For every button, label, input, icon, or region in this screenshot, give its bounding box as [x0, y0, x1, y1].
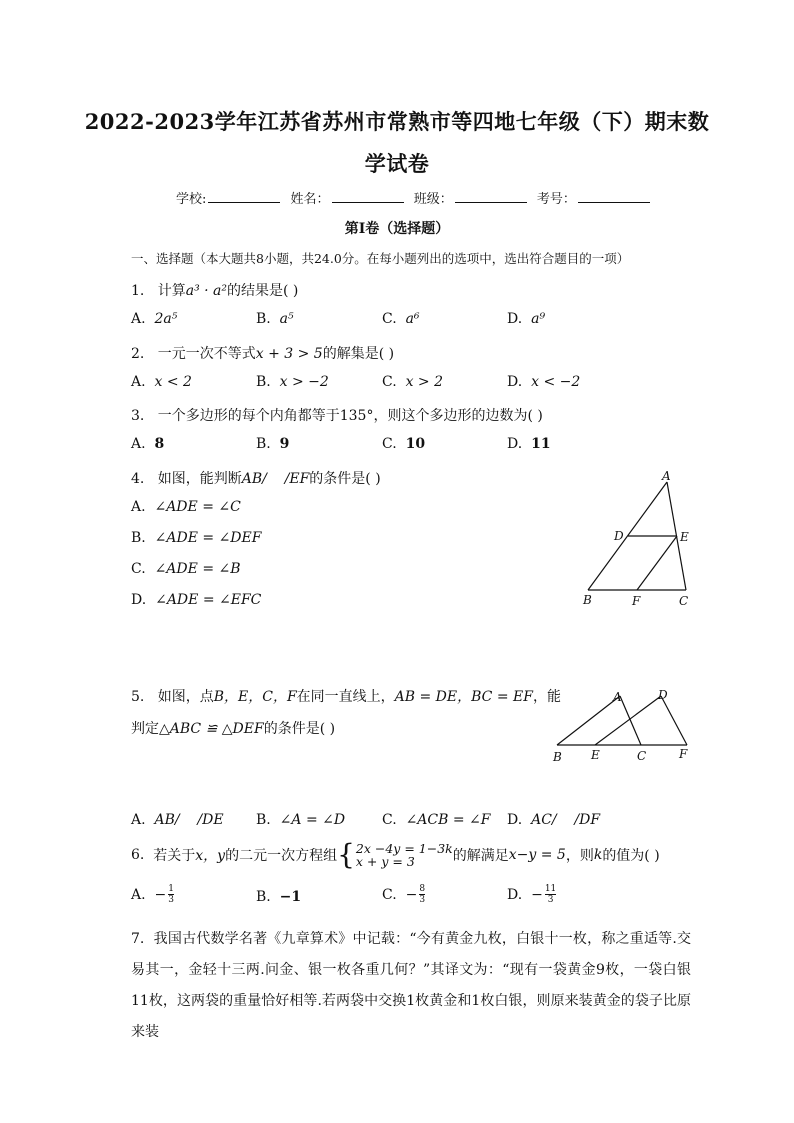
- q3-option-d[interactable]: D. 11: [507, 436, 551, 452]
- q1-option-b[interactable]: B. a⁵: [256, 311, 294, 327]
- question-text: 的二元一次方程组: [225, 848, 338, 864]
- q5-option-c[interactable]: C. ∠ACB = ∠F: [382, 812, 491, 828]
- question-number: 6.: [131, 847, 145, 863]
- name-label: 姓名：: [290, 192, 330, 207]
- question-number: 1.: [131, 283, 145, 299]
- q4-option-a[interactable]: A. ∠ADE = ∠C: [131, 499, 241, 515]
- segment-ac: [620, 696, 641, 745]
- class-blank[interactable]: [455, 191, 527, 203]
- math-expression: B，E，C，F: [213, 689, 297, 705]
- q3-option-c[interactable]: C. 10: [382, 436, 426, 452]
- label-b: B: [553, 750, 562, 764]
- exam-no-label: 考号：: [536, 192, 576, 207]
- q2-option-d[interactable]: D. x < −2: [507, 374, 581, 390]
- question-text: ，则: [565, 848, 594, 864]
- question-5-line1: [131, 686, 561, 706]
- q1-option-c[interactable]: C. a⁶: [382, 311, 420, 327]
- question-text: 计算: [157, 283, 186, 299]
- section-note: 一、选择题（本大题共8小题，共24.0分。在每小题列出的选项中，选出符合题目的一项）: [131, 251, 630, 266]
- question-text: 一元一次不等式: [157, 346, 256, 362]
- section-heading: 第I卷（选择题）: [344, 221, 450, 237]
- question-text: 判定: [131, 721, 159, 737]
- q1-option-d[interactable]: D. a⁹: [507, 311, 546, 327]
- question-text: 的值为( ): [602, 848, 660, 864]
- math-expression: AB/ /EF: [241, 471, 310, 487]
- equation-2: x + y = 3: [355, 854, 415, 869]
- math-expression: x−y = 5: [508, 847, 566, 863]
- question-number: 7.: [131, 931, 145, 947]
- q6-option-a[interactable]: A. − $\frac{1}{3}$: [131, 884, 174, 905]
- q6-option-b[interactable]: B. −1: [256, 889, 302, 905]
- question-text: 的结果是( ): [227, 283, 299, 299]
- label-f: F: [679, 747, 688, 761]
- q5-triangles-figure: [545, 682, 705, 772]
- math-expression: AB = DE，BC = EF: [394, 689, 533, 705]
- exam-no-blank[interactable]: [578, 191, 650, 203]
- q5-option-a[interactable]: A. AB/ /DE: [131, 812, 224, 828]
- question-text: 在同一直线上，: [296, 689, 395, 705]
- equation-1: 2x −4y = 1−3k: [355, 841, 453, 856]
- q1-option-a[interactable]: A. 2a⁵: [131, 311, 178, 327]
- q5-option-b[interactable]: B. ∠A = ∠D: [256, 812, 346, 828]
- q6-option-d[interactable]: D. − $\frac{11}{3}$: [507, 884, 557, 905]
- fraction: $\frac{1}{3}$: [168, 884, 174, 905]
- question-number: 2.: [131, 346, 145, 362]
- segment-de: [595, 696, 661, 745]
- label-e: E: [680, 530, 689, 544]
- label-d: D: [658, 688, 668, 702]
- q3-option-a[interactable]: A. 8: [131, 436, 165, 452]
- fraction: $\frac{8}{3}$: [419, 884, 426, 905]
- q6-option-c[interactable]: C. − $\frac{8}{3}$: [382, 884, 426, 905]
- q2-option-c[interactable]: C. x > 2: [382, 374, 444, 390]
- label-f: F: [632, 594, 641, 608]
- equation-system: [337, 838, 453, 871]
- exam-title-line1: 2022-2023学年江苏省苏州市常熟市等四地七年级（下）期末数: [84, 109, 710, 134]
- question-text: 若关于: [153, 848, 196, 864]
- fraction: $\frac{11}{3}$: [544, 884, 557, 905]
- school-blank[interactable]: [208, 191, 280, 203]
- question-number: 5.: [131, 689, 145, 705]
- label-c: C: [679, 594, 689, 608]
- question-text: 的条件是( ): [309, 471, 381, 487]
- student-info-line: [176, 188, 656, 207]
- math-expression: x，y: [195, 848, 226, 864]
- label-d: D: [614, 529, 624, 543]
- q3-option-b[interactable]: B. 9: [256, 436, 290, 452]
- label-a: A: [662, 469, 671, 483]
- q5-option-d[interactable]: D. AC/ /DF: [507, 812, 601, 828]
- question-6: [131, 838, 660, 872]
- question-text: 一个多边形的每个内角都等于135°，则这个多边形的边数为( ): [157, 408, 543, 424]
- q4-option-d[interactable]: D. ∠ADE = ∠EFC: [131, 592, 262, 608]
- segment-df: [661, 696, 687, 745]
- question-7: [131, 924, 691, 1048]
- question-3: [131, 405, 543, 425]
- name-blank[interactable]: [332, 191, 404, 203]
- question-4: [131, 468, 381, 488]
- brace-icon: {: [337, 838, 355, 871]
- q4-triangle-figure: [575, 465, 705, 615]
- question-1: [131, 280, 298, 300]
- exam-title-line2: 学试卷: [364, 151, 430, 176]
- math-expression: a³ · a²: [185, 283, 227, 299]
- segment-ef: [637, 536, 677, 590]
- math-expression: x + 3 > 5: [255, 346, 323, 362]
- question-5-line2: [131, 718, 335, 738]
- question-text: 的解集是( ): [322, 346, 395, 362]
- class-label: 班级：: [413, 192, 453, 207]
- math-expression: △ABC ≌ △DEF: [159, 721, 264, 737]
- question-text: 的解满足: [452, 848, 509, 864]
- question-text: 如图，点: [157, 689, 214, 705]
- label-b: B: [583, 593, 592, 607]
- q4-option-c[interactable]: C. ∠ADE = ∠B: [131, 561, 241, 577]
- q2-option-a[interactable]: A. x < 2: [131, 374, 192, 390]
- question-number: 3.: [131, 408, 145, 424]
- segment-ab: [557, 696, 620, 745]
- question-number: 4.: [131, 471, 145, 487]
- question-2: [131, 343, 394, 363]
- question-text: 的条件是( ): [263, 721, 336, 737]
- question-text: 如图，能判断: [157, 471, 242, 487]
- school-label: 学校:: [176, 192, 207, 207]
- q4-option-b[interactable]: B. ∠ADE = ∠DEF: [131, 530, 262, 546]
- math-variable: k: [593, 847, 603, 863]
- label-e: E: [591, 748, 600, 762]
- label-a: A: [613, 690, 622, 704]
- label-c: C: [637, 749, 647, 763]
- q2-option-b[interactable]: B. x > −2: [256, 374, 329, 390]
- question-text: 我国古代数学名著《九章算术》中记载：“今有黄金九枚，白银十一枚，称之重适等.交易其一，金轻十三两.问金、银一枚各重几何？”其译文为：“现有一袋黄金9枚，一袋白银11枚，这两袋的重量恰好相等.若两袋中交换1枚黄金和1枚白银，则原来装黄金的袋子比原来装: [131, 931, 691, 1040]
- question-text: ，能: [532, 689, 561, 705]
